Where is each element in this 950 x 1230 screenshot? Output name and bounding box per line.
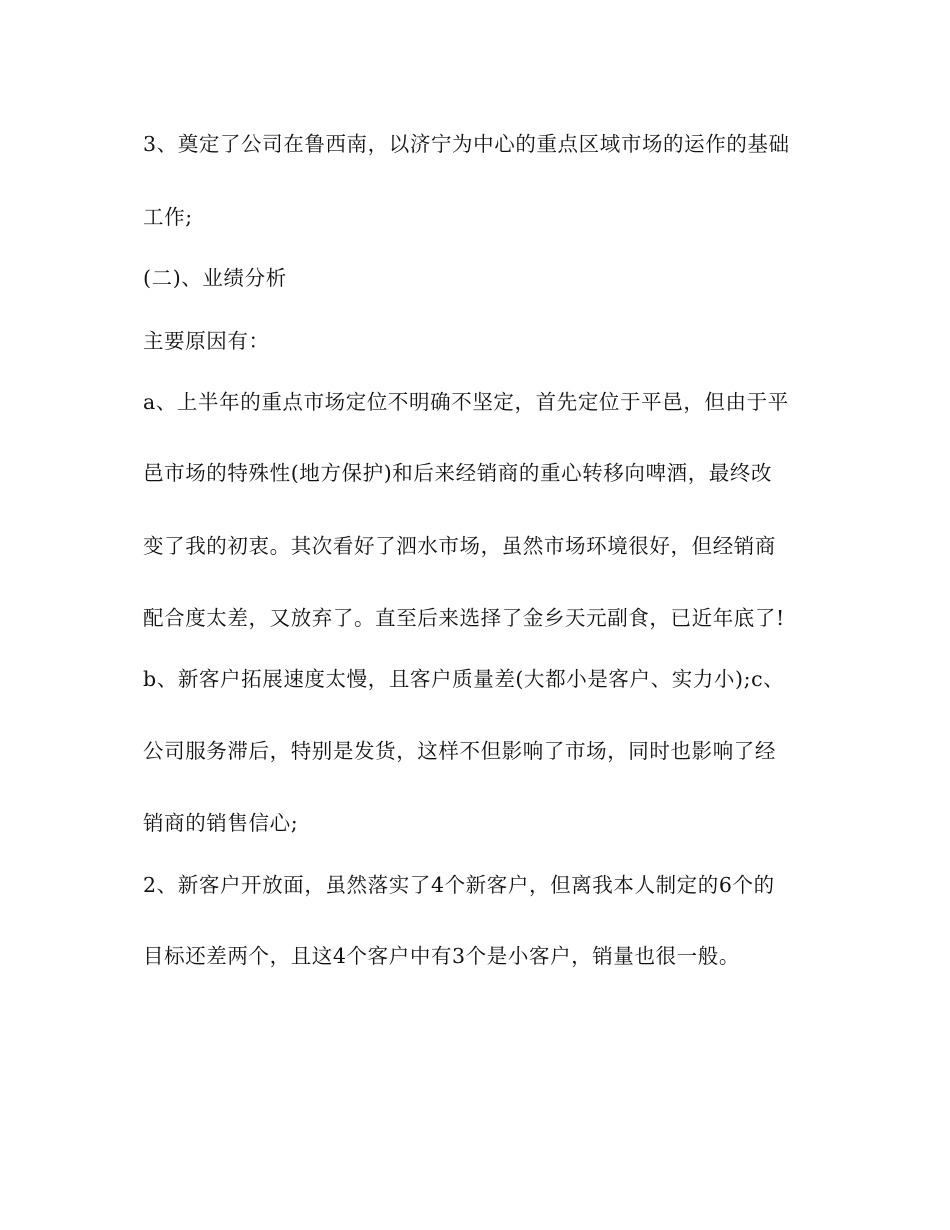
paragraph-line: 工作; [143, 205, 193, 229]
paragraph-line: 主要原因有： [143, 329, 270, 353]
paragraph-line: 销商的销售信心; [143, 811, 299, 835]
paragraph-line: 公司服务滞后，特别是发货，这样不但影响了市场，同时也影响了经 [143, 739, 776, 763]
section-heading: (二)、业绩分析 [143, 266, 287, 290]
paragraph-line: 变了我的初衷。其次看好了泗水市场，虽然市场环境很好，但经销商 [143, 534, 776, 558]
paragraph-line: b、新客户拓展速度太慢，且客户质量差(大都小是客户、实力小);c、 [143, 667, 785, 691]
paragraph-line: 2、新客户开放面，虽然落实了4个新客户，但离我本人制定的6个的 [143, 873, 775, 897]
paragraph-line: 配合度太差，又放弃了。直至后来选择了金乡天元副食，已近年底了! [143, 606, 785, 630]
paragraph-line: 3、奠定了公司在鲁西南，以济宁为中心的重点区域市场的运作的基础 [143, 132, 790, 156]
paragraph-line: a、上半年的重点市场定位不明确不坚定，首先定位于平邑，但由于平 [143, 390, 789, 414]
paragraph-line: 邑市场的特殊性(地方保护)和后来经销商的重心转移向啤酒，最终改 [143, 461, 773, 485]
paragraph-line: 目标还差两个，且这4个客户中有3个是小客户，销量也很一般。 [143, 944, 740, 968]
